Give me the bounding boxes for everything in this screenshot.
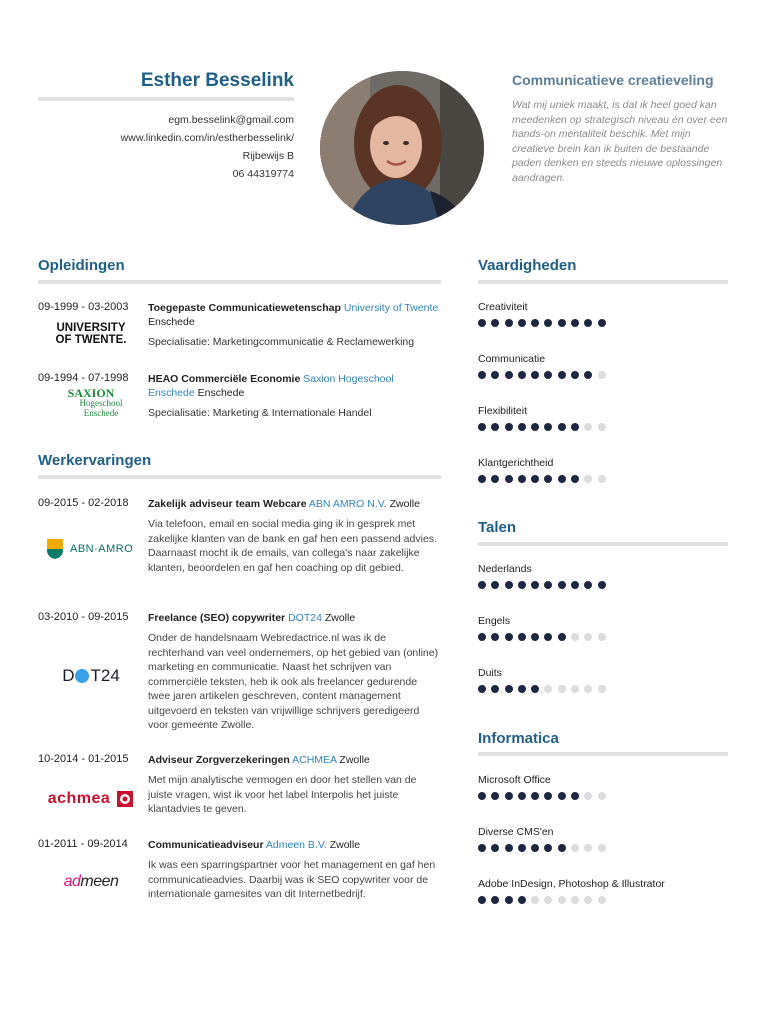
dot24-logo: D T24 [62, 666, 120, 685]
rating-dot-filled [518, 896, 526, 904]
abn-amro-shield-icon [46, 538, 64, 560]
rating-dot-filled [491, 844, 499, 852]
rating-dot-filled [544, 371, 552, 379]
it-item [478, 826, 738, 852]
institution-link[interactable]: University of Twente [343, 302, 439, 314]
education-title: HEAO Commerciële Economie [148, 373, 301, 385]
tagline-text: Wat mij uniek maakt, is dat ik heel goed kan meedenken op strategisch niveau én over een hands-on mentaliteit beschik. Met mijn creatieve brein kan ik buiten de bestaande paden denken en steeds nieuwe oplossingen aandragen. [512, 99, 728, 184]
skill-rating [478, 475, 738, 483]
rating-dot-filled [478, 896, 486, 904]
rating-dot-empty [584, 633, 592, 641]
rating-dot-empty [584, 792, 592, 800]
skill-rating [478, 423, 738, 431]
rating-dot-filled [518, 844, 526, 852]
work-heading: Werkervaringen [38, 452, 152, 469]
work-entry: Freelance (SEO) copywriter DOT24 Zwolle Onder de handelsnaam Webredactrice.nl was ik de rechterhand van veel ondernemers, op het gebied van (online) marketing en communicatie. Naast het schrijven van commerciële teksten, heb ik ook als freelancer gedurende twee jaren artikelen geschreven, content management uitgevoerd en teksten van vrijwillige schrijvers geredigeerd voor gemeente Zwolle. [148, 612, 439, 731]
contact-block [38, 111, 294, 183]
it-divider [478, 752, 728, 756]
employer-link[interactable]: ACHMEA [292, 754, 337, 766]
rating-dot-empty [598, 633, 606, 641]
rating-dot-empty [531, 896, 539, 904]
rating-dot-filled [544, 581, 552, 589]
skill-label: Flexibiliteit [478, 405, 528, 417]
admeen-logo: admeen [63, 873, 119, 890]
rating-dot-filled [518, 581, 526, 589]
language-label: Nederlands [478, 563, 532, 575]
rating-dot-filled [558, 319, 566, 327]
work-entry: Communicatieadviseur Admeen B.V. Zwolle Ik was een sparringspartner voor het management en gaf hen communicatieadvies. Daarbij was ik SEO copywriter voor de internationale gamesites van dit Internetbedrijf. [148, 838, 440, 902]
employer-link[interactable]: DOT24 [288, 612, 322, 624]
rating-dot-empty [558, 896, 566, 904]
name-divider [38, 97, 294, 101]
skills-divider [478, 280, 728, 284]
language-rating [478, 581, 738, 589]
email-text[interactable]: egm.besselink@gmail.com [168, 114, 294, 126]
rating-dot-filled [478, 844, 486, 852]
language-label: Duits [478, 667, 502, 679]
language-item [478, 615, 738, 641]
employer-link[interactable]: ABN AMRO N.V. [308, 498, 387, 510]
it-rating [478, 792, 738, 800]
rating-dot-filled [558, 475, 566, 483]
rating-dot-filled [544, 319, 552, 327]
rating-dot-filled [491, 685, 499, 693]
rating-dot-filled [478, 685, 486, 693]
education-entry: HEAO Commerciële Economie Saxion Hogeschool Enschede Enschede Specialisatie: Marketing & Internationale Handel [148, 372, 440, 420]
rating-dot-filled [558, 581, 566, 589]
linkedin-link[interactable]: www.linkedin.com/in/estherbesselink/ [120, 132, 294, 144]
rating-dot-filled [571, 475, 579, 483]
rating-dot-filled [598, 581, 606, 589]
achmea-emblem-icon [116, 790, 134, 808]
rating-dot-filled [558, 792, 566, 800]
rating-dot-filled [491, 475, 499, 483]
rating-dot-empty [584, 896, 592, 904]
job-description: Ik was een sparringspartner voor het management en gaf hen communicatieadvies. Daarbij was ik SEO copywriter voor de internationale gamesites van dit Internetbedrijf. [148, 859, 436, 900]
rating-dot-filled [491, 792, 499, 800]
rating-dot-filled [505, 844, 513, 852]
skill-rating [478, 319, 738, 327]
institution-link[interactable]: Saxion Hogeschool Enschede [148, 373, 394, 399]
rating-dot-empty [598, 371, 606, 379]
rating-dot-filled [505, 475, 513, 483]
rating-dot-empty [598, 475, 606, 483]
language-item [478, 667, 738, 693]
rating-dot-filled [505, 581, 513, 589]
rating-dot-empty [598, 792, 606, 800]
rating-dot-filled [531, 319, 539, 327]
rating-dot-empty [571, 844, 579, 852]
rating-dot-filled [478, 319, 486, 327]
rating-dot-filled [491, 371, 499, 379]
rating-dot-filled [531, 581, 539, 589]
language-item [478, 563, 738, 589]
it-label: Adobe InDesign, Photoshop & Illustrator [478, 878, 665, 890]
rating-dot-filled [544, 475, 552, 483]
rating-dot-empty [598, 844, 606, 852]
it-item [478, 774, 738, 800]
rating-dot-empty [584, 685, 592, 693]
rating-dot-filled [518, 319, 526, 327]
education-dates: 09-1994 - 07-1998 [38, 372, 129, 384]
rating-dot-empty [598, 423, 606, 431]
rating-dot-filled [478, 423, 486, 431]
rating-dot-filled [491, 423, 499, 431]
job-description: Onder de handelsnaam Webredactrice.nl was ik de rechterhand van veel ondernemers, op het gebied van (online) marketing en communicatie. Naast het schrijven van commerciële teksten, heb ik ook als freelancer gedurende twee jaren artikelen geschreven, content management uitgevoerd en teksten van vrijwillige schrijvers geredigeerd voor gemeente Zwolle. [148, 632, 439, 731]
rating-dot-filled [531, 633, 539, 641]
it-label: Microsoft Office [478, 774, 551, 786]
rating-dot-filled [544, 633, 552, 641]
rating-dot-filled [544, 792, 552, 800]
rating-dot-filled [531, 371, 539, 379]
rating-dot-empty [584, 475, 592, 483]
work-dates: 10-2014 - 01-2015 [38, 753, 129, 765]
rating-dot-filled [505, 896, 513, 904]
rating-dot-filled [531, 792, 539, 800]
education-dates: 09-1999 - 03-2003 [38, 301, 129, 313]
rating-dot-filled [478, 633, 486, 641]
employer-link[interactable]: Admeen B.V. [265, 839, 327, 851]
skill-label: Creativiteit [478, 301, 528, 313]
it-rating [478, 844, 738, 852]
tagline-title: Communicatieve creatieveling [512, 72, 714, 88]
rating-dot-filled [478, 475, 486, 483]
education-specialisation: Specialisatie: Marketingcommunicatie & Reclamewerking [148, 336, 415, 348]
university-of-twente-logo: UNIVERSITY OF TWENTE. [55, 322, 127, 346]
education-specialisation: Specialisatie: Marketing & Internationale Handel [148, 407, 372, 419]
achmea-logo: achmea [38, 787, 144, 811]
rating-dot-empty [544, 896, 552, 904]
skill-item [478, 457, 738, 483]
rating-dot-filled [518, 423, 526, 431]
rating-dot-filled [571, 792, 579, 800]
rating-dot-filled [558, 633, 566, 641]
job-title: Freelance (SEO) copywriter [148, 612, 286, 624]
rating-dot-filled [478, 792, 486, 800]
work-dates: 03-2010 - 09-2015 [38, 611, 129, 623]
rating-dot-empty [571, 896, 579, 904]
it-item [478, 878, 738, 904]
rating-dot-filled [478, 371, 486, 379]
language-label: Engels [478, 615, 511, 627]
education-divider [38, 280, 441, 284]
skill-item [478, 353, 738, 379]
it-rating [478, 896, 738, 904]
rating-dot-filled [531, 685, 539, 693]
languages-divider [478, 542, 728, 546]
rating-dot-filled [518, 685, 526, 693]
skill-item [478, 301, 738, 327]
languages-heading: Talen [478, 519, 517, 536]
job-description: Via telefoon, email en social media ging ik in gesprek met zakelijke klanten van de bank en gaf hen een passend advies. Daarnaast mocht ik de emails, van collega's naar zakelijke klanten, beoordelen en gaf hen coaching op dit gebied. [148, 518, 437, 574]
rating-dot-filled [505, 319, 513, 327]
rating-dot-filled [584, 581, 592, 589]
it-heading: Informatica [478, 730, 559, 747]
rating-dot-filled [491, 896, 499, 904]
rating-dot-filled [584, 371, 592, 379]
rating-dot-filled [558, 371, 566, 379]
skill-label: Communicatie [478, 353, 546, 365]
education-heading: Opleidingen [38, 257, 125, 274]
language-rating [478, 685, 738, 693]
skills-heading: Vaardigheden [478, 257, 577, 274]
rating-dot-filled [505, 371, 513, 379]
rating-dot-filled [571, 581, 579, 589]
drivers-license: Rijbewijs B [242, 150, 294, 162]
rating-dot-filled [491, 581, 499, 589]
rating-dot-filled [531, 423, 539, 431]
rating-dot-filled [478, 581, 486, 589]
work-entry: Adviseur Zorgverzekeringen ACHMEA Zwolle Met mijn analytische vermogen en door het stellen van de juiste vragen, wist ik voor het label Interpolis het juiste klantadvies te geven. [148, 753, 440, 817]
language-rating [478, 633, 738, 641]
rating-dot-filled [598, 319, 606, 327]
skill-label: Klantgerichtheid [478, 457, 554, 469]
rating-dot-filled [505, 792, 513, 800]
rating-dot-filled [544, 423, 552, 431]
job-description: Met mijn analytische vermogen en door het stellen van de juiste vragen, wist ik voor het label Interpolis het juiste klantadvies te geven. [148, 774, 417, 815]
rating-dot-empty [584, 423, 592, 431]
work-entry: Zakelijk adviseur team Webcare ABN AMRO N.V. Zwolle Via telefoon, email en social media ging ik in gesprek met zakelijke klanten van de bank en gaf hen een passend advies. Daarnaast mocht ik de emails, van collega's naar zakelijke klanten, beoordelen en gaf hen coaching op dit gebied. [148, 497, 440, 575]
rating-dot-filled [491, 633, 499, 641]
work-divider [38, 475, 441, 479]
rating-dot-empty [571, 685, 579, 693]
profile-photo [320, 71, 484, 225]
rating-dot-empty [558, 685, 566, 693]
rating-dot-filled [518, 475, 526, 483]
rating-dot-empty [544, 685, 552, 693]
job-title: Communicatieadviseur [148, 839, 264, 851]
skill-item [478, 405, 738, 431]
work-dates: 01-2011 - 09-2014 [38, 838, 128, 850]
candidate-name: Esther Besselink [140, 70, 294, 91]
rating-dot-filled [544, 844, 552, 852]
rating-dot-filled [518, 792, 526, 800]
rating-dot-filled [558, 844, 566, 852]
rating-dot-filled [531, 475, 539, 483]
job-title: Adviseur Zorgverzekeringen [148, 754, 290, 766]
rating-dot-empty [571, 633, 579, 641]
rating-dot-filled [531, 844, 539, 852]
rating-dot-filled [505, 633, 513, 641]
phone-number: 06 44319774 [232, 168, 294, 180]
job-title: Zakelijk adviseur team Webcare [148, 498, 307, 510]
rating-dot-filled [505, 423, 513, 431]
rating-dot-filled [505, 685, 513, 693]
rating-dot-filled [491, 319, 499, 327]
rating-dot-filled [518, 371, 526, 379]
rating-dot-filled [571, 319, 579, 327]
abn-amro-logo: ABN·AMRO [38, 536, 144, 562]
education-entry: Toegepaste Communicatiewetenschap University of Twente Enschede Specialisatie: Marketingcommunicatie & Reclamewerking [148, 302, 439, 348]
rating-dot-filled [558, 423, 566, 431]
rating-dot-empty [598, 896, 606, 904]
rating-dot-filled [584, 319, 592, 327]
saxion-logo: SAXION Hogeschool Enschede [67, 386, 123, 418]
rating-dot-empty [598, 685, 606, 693]
rating-dot-filled [571, 423, 579, 431]
rating-dot-empty [584, 844, 592, 852]
work-dates: 09-2015 - 02-2018 [38, 497, 129, 509]
skill-rating [478, 371, 738, 379]
rating-dot-filled [571, 371, 579, 379]
rating-dot-filled [518, 633, 526, 641]
education-title: Toegepaste Communicatiewetenschap [148, 302, 341, 314]
it-label: Diverse CMS'en [478, 826, 554, 838]
